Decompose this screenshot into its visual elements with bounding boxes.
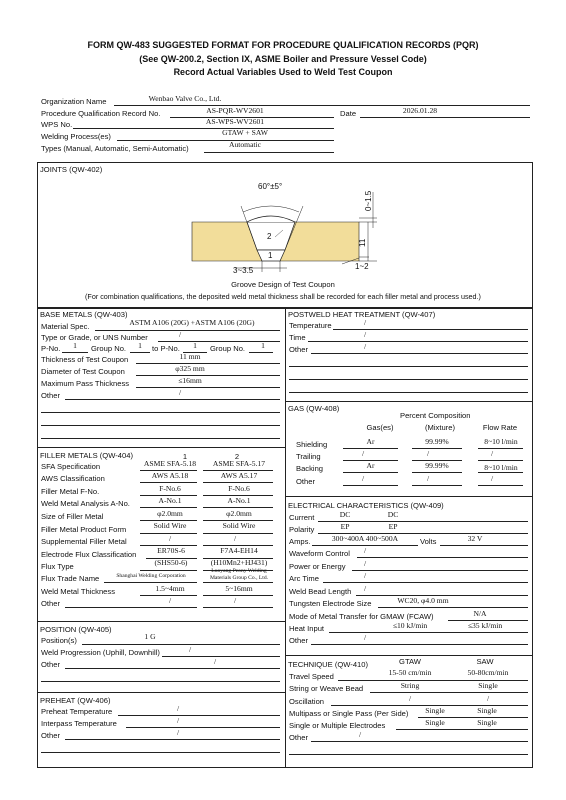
filler-row-v1: A-No.1 bbox=[158, 496, 182, 505]
progression-label: Weld Progression (Uphill, Downhill) bbox=[41, 648, 160, 657]
pwht-temp-value: / bbox=[363, 318, 367, 327]
joints-note: (For combination qualifications, the deposited weld metal thickness shall be recorded for each filler metal and process used.) bbox=[85, 292, 481, 301]
transfer-mode-label: Mode of Metal Transfer for GMAW (FCAW) bbox=[289, 612, 434, 621]
filler-row-v1: ASME SFA-5.18 bbox=[143, 459, 197, 468]
technique-row-v1: 15-50 cm/min bbox=[388, 668, 432, 677]
filler-row-label: Flux Type bbox=[41, 562, 74, 571]
gas-col-gases: Gas(es) bbox=[366, 423, 394, 432]
technique-row-v2: Single bbox=[477, 718, 497, 727]
gas-row-flow: 8~10 l/min bbox=[484, 437, 518, 446]
filler-row-label: Weld Metal Analysis A-No. bbox=[41, 499, 130, 508]
power-value: / bbox=[363, 559, 367, 568]
type-grade-label: Type or Grade, or UNS Number bbox=[41, 333, 148, 342]
electrical-title: ELECTRICAL CHARACTERISTICS (QW-409) bbox=[288, 501, 444, 510]
wps-value: AS-WPS-WV2601 bbox=[205, 117, 265, 126]
gas-col-flow: Flow Rate bbox=[482, 423, 518, 432]
gas-row-label: Other bbox=[296, 477, 315, 486]
gas-row-gas: Ar bbox=[366, 437, 375, 446]
polarity-v2: EP bbox=[388, 522, 398, 531]
thickness-dim: 11 bbox=[358, 238, 367, 247]
gas-row-flow: 8~10 l/min bbox=[484, 463, 518, 472]
volts-value: 32 V bbox=[467, 534, 483, 543]
filler-row-label: Filler Metal Product Form bbox=[41, 525, 127, 534]
group-no-2-value: 1 bbox=[261, 341, 265, 350]
top-gap-dim: 0~1.5 bbox=[364, 190, 373, 211]
tungsten-label: Tungsten Electrode Size bbox=[289, 599, 372, 608]
gas-row-mix: / bbox=[426, 474, 430, 483]
filler-row-v2: / bbox=[233, 596, 237, 605]
pwht-title: POSTWELD HEAT TREATMENT (QW-407) bbox=[288, 310, 436, 319]
diameter-value: φ325 mm bbox=[175, 364, 205, 373]
base-metals-title: BASE METALS (QW-403) bbox=[40, 310, 128, 319]
arc-time-label: Arc Time bbox=[289, 574, 319, 583]
process-value: GTAW + SAW bbox=[222, 128, 268, 137]
filler-row-label: Weld Metal Thickness bbox=[41, 587, 115, 596]
filler-row-v2: (H10Mn2+HJ431) bbox=[210, 558, 268, 567]
group-no-value: 1 bbox=[138, 341, 142, 350]
gas-col-mixture: (Mixture) bbox=[425, 423, 455, 432]
gas-row-label: Trailing bbox=[296, 452, 321, 461]
bead-length-value: / bbox=[363, 584, 367, 593]
filler-row-label: SFA Specification bbox=[41, 462, 101, 471]
gas-row-gas: Ar bbox=[366, 461, 375, 470]
technique-row-v1: / bbox=[358, 730, 362, 739]
preheat-temp-value: / bbox=[176, 704, 180, 713]
pqr-label: Procedure Qualification Record No. bbox=[41, 109, 161, 118]
polarity-label: Polarity bbox=[289, 525, 315, 534]
arc-time-value: / bbox=[363, 571, 367, 580]
gas-row-mix: / bbox=[426, 449, 430, 458]
types-value: Automatic bbox=[228, 140, 262, 149]
p-no-label: P-No. bbox=[41, 344, 61, 353]
amps-label: Amps. bbox=[289, 537, 311, 546]
filler-row-v2: Luoyang Peony Welding Materials Group Co., Ltd. bbox=[209, 568, 269, 581]
heat-input-label: Heat Input bbox=[289, 624, 325, 633]
filler-row-v2: Solid Wire bbox=[222, 521, 256, 530]
position-other-value: / bbox=[213, 657, 217, 666]
technique-title: TECHNIQUE (QW-410) bbox=[288, 660, 369, 669]
technique-row-v1: Single bbox=[425, 718, 445, 727]
joints-title: JOINTS (QW-402) bbox=[40, 165, 103, 174]
org-label: Organization Name bbox=[41, 97, 107, 106]
filler-row-v2: ASME SFA-5.17 bbox=[212, 459, 266, 468]
to-p-no-value: 1 bbox=[193, 341, 197, 350]
filler-row-v1: (SHS50-6) bbox=[154, 558, 188, 567]
current-label: Current bbox=[289, 513, 315, 522]
current-v1: DC bbox=[339, 510, 351, 519]
filler-row-label: Electrode Flux Classification bbox=[41, 550, 137, 559]
preheat-other-label: Other bbox=[41, 731, 60, 740]
filler-row-v1: 1.5~4mm bbox=[155, 584, 185, 593]
filler-row-v2: AWS A5.17 bbox=[220, 471, 258, 480]
filler-col-1: 1 bbox=[182, 452, 188, 461]
amps-value: 300~400A 400~500A bbox=[331, 534, 399, 543]
gas-row-gas: / bbox=[361, 449, 365, 458]
gas-row-flow: / bbox=[490, 449, 494, 458]
max-pass-value: ≤16mm bbox=[178, 376, 202, 385]
technique-row-v2: Single bbox=[478, 681, 498, 690]
technique-row-v2: 50-80cm/min bbox=[467, 668, 509, 677]
groove-caption: Groove Design of Test Coupon bbox=[231, 280, 335, 289]
base-other-label: Other bbox=[41, 391, 60, 400]
filler-row-label: Filler Metal F-No. bbox=[41, 487, 100, 496]
position-title: POSITION (QW-405) bbox=[40, 625, 112, 634]
technique-row-label: Oscillation bbox=[289, 697, 325, 706]
filler-row-v1: AWS A5.18 bbox=[151, 471, 189, 480]
elec-other-value: / bbox=[363, 633, 367, 642]
org-value: Wenbao Valve Co., Ltd. bbox=[148, 94, 222, 103]
technique-row-v1: / bbox=[408, 694, 412, 703]
technique-row-label: Travel Speed bbox=[289, 672, 334, 681]
gas-row-label: Shielding bbox=[296, 440, 328, 449]
filler-row-label: Other bbox=[41, 599, 60, 608]
volts-label: Volts bbox=[420, 537, 437, 546]
layer-1-label: 1 bbox=[268, 251, 273, 260]
filler-row-v2: A-No.1 bbox=[227, 496, 251, 505]
max-pass-label: Maximum Pass Thickness bbox=[41, 379, 130, 388]
filler-row-v1: F-No.6 bbox=[159, 484, 181, 493]
group-no-label: Group No. bbox=[91, 344, 127, 353]
filler-row-v1: / bbox=[168, 596, 172, 605]
heat-input-v1: ≤10 kJ/min bbox=[392, 621, 428, 630]
percent-composition-label: Percent Composition bbox=[400, 411, 471, 420]
gas-row-flow: / bbox=[490, 474, 494, 483]
waveform-value: / bbox=[363, 546, 367, 555]
filler-row-v1: Shanghai Welding Corporation bbox=[116, 573, 186, 579]
technique-row-v2: Single bbox=[477, 706, 497, 715]
current-v2: DC bbox=[387, 510, 399, 519]
layer-2-label: 2 bbox=[267, 232, 272, 241]
interpass-value: / bbox=[176, 716, 180, 725]
filler-row-label: Size of Filler Metal bbox=[41, 512, 104, 521]
technique-row-label: String or Weave Bead bbox=[289, 684, 364, 693]
technique-row-label: Single or Multiple Electrodes bbox=[289, 721, 386, 730]
form-title: FORM QW-483 SUGGESTED FORMAT FOR PROCEDURE QUALIFICATION RECORDS (PQR) bbox=[87, 40, 479, 50]
groove-angle: 60°±5° bbox=[258, 182, 283, 191]
gas-row-label: Backing bbox=[296, 464, 324, 473]
technique-row-v1: Single bbox=[425, 706, 445, 715]
filler-row-v2: 5~16mm bbox=[225, 584, 253, 593]
types-label: Types (Manual, Automatic, Semi-Automatic) bbox=[41, 144, 189, 153]
transfer-mode-value: N/A bbox=[473, 609, 487, 618]
pwht-time-value: / bbox=[363, 330, 367, 339]
gas-title: GAS (QW-408) bbox=[288, 404, 340, 413]
filler-row-label: AWS Classification bbox=[41, 474, 105, 483]
filler-col-2: 2 bbox=[234, 452, 240, 461]
filler-row-v2: F7A4-EH14 bbox=[220, 546, 258, 555]
pqr-value: AS-PQR-WV2601 bbox=[206, 106, 264, 115]
group-no-2-label: Group No. bbox=[210, 344, 246, 353]
form-instruction: Record Actual Variables Used to Weld Test Coupon bbox=[173, 67, 393, 77]
preheat-title: PREHEAT (QW-406) bbox=[40, 696, 111, 705]
technique-row-v1: String bbox=[400, 681, 420, 690]
process-label: Welding Process(es) bbox=[41, 132, 111, 141]
filler-row-v1: / bbox=[168, 534, 172, 543]
filler-title: FILLER METALS (QW-404) bbox=[40, 451, 133, 460]
material-spec-value: ASTM A106 (20G) +ASTM A106 (20G) bbox=[129, 318, 255, 327]
filler-row-label: Supplemental Filler Metal bbox=[41, 537, 127, 546]
form-subtitle: (See QW-200.2, Section IX, ASME Boiler and Pressure Vessel Code) bbox=[139, 54, 427, 64]
filler-row-v2: F-No.6 bbox=[228, 484, 250, 493]
filler-row-v2: / bbox=[233, 534, 237, 543]
filler-row-v2: φ2.0mm bbox=[226, 509, 252, 518]
material-spec-label: Material Spec. bbox=[41, 322, 90, 331]
power-label: Power or Energy bbox=[289, 562, 346, 571]
elec-other-label: Other bbox=[289, 636, 308, 645]
tungsten-value: WC20, φ4.0 mm bbox=[397, 596, 449, 605]
gas-row-gas: / bbox=[361, 474, 365, 483]
gas-row-mix: 99.99% bbox=[425, 437, 449, 446]
date-label: Date bbox=[340, 109, 357, 118]
bead-length-label: Weld Bead Length bbox=[289, 587, 352, 596]
technique-row-v2: / bbox=[486, 694, 490, 703]
preheat-temp-label: Preheat Temperature bbox=[41, 707, 113, 716]
position-other-label: Other bbox=[41, 660, 60, 669]
pwht-other-value: / bbox=[363, 342, 367, 351]
diameter-label: Diameter of Test Coupon bbox=[41, 367, 125, 376]
polarity-v1: EP bbox=[340, 522, 350, 531]
waveform-label: Waveform Control bbox=[289, 549, 350, 558]
position-value: 1 G bbox=[144, 632, 156, 641]
to-p-no-label: to P-No. bbox=[152, 344, 180, 353]
thickness-label: Thickness of Test Coupon bbox=[41, 355, 129, 364]
interpass-label: Interpass Temperature bbox=[41, 719, 117, 728]
heat-input-v2: ≤35 kJ/min bbox=[467, 621, 503, 630]
technique-row-label: Multipass or Single Pass (Per Side) bbox=[289, 709, 409, 718]
base-other-value: / bbox=[178, 388, 182, 397]
bottom-gap-dim: 3~3.5 bbox=[233, 266, 254, 275]
filler-row-v1: Solid Wire bbox=[153, 521, 187, 530]
filler-row-v1: ER70S-6 bbox=[157, 546, 185, 555]
technique-col-2: SAW bbox=[476, 657, 494, 666]
preheat-other-value: / bbox=[176, 728, 180, 737]
pwht-other-label: Other bbox=[289, 345, 308, 354]
p-no-value: 1 bbox=[73, 341, 77, 350]
date-value: 2026.01.28 bbox=[402, 106, 438, 115]
filler-row-label: Flux Trade Name bbox=[41, 574, 100, 583]
technique-col-1: GTAW bbox=[399, 657, 421, 666]
thickness-value: 11 mm bbox=[179, 352, 201, 361]
wps-label: WPS No. bbox=[41, 120, 73, 129]
technique-row-label: Other bbox=[289, 733, 308, 742]
root-face-dim: 1~2 bbox=[355, 262, 369, 271]
type-grade-value: / bbox=[178, 330, 182, 339]
pwht-time-label: Time bbox=[289, 333, 306, 342]
pwht-temp-label: Temperature bbox=[289, 321, 332, 330]
position-label: Position(s) bbox=[41, 636, 77, 645]
progression-value: / bbox=[188, 645, 192, 654]
gas-row-mix: 99.99% bbox=[425, 461, 449, 470]
filler-row-v1: φ2.0mm bbox=[157, 509, 183, 518]
